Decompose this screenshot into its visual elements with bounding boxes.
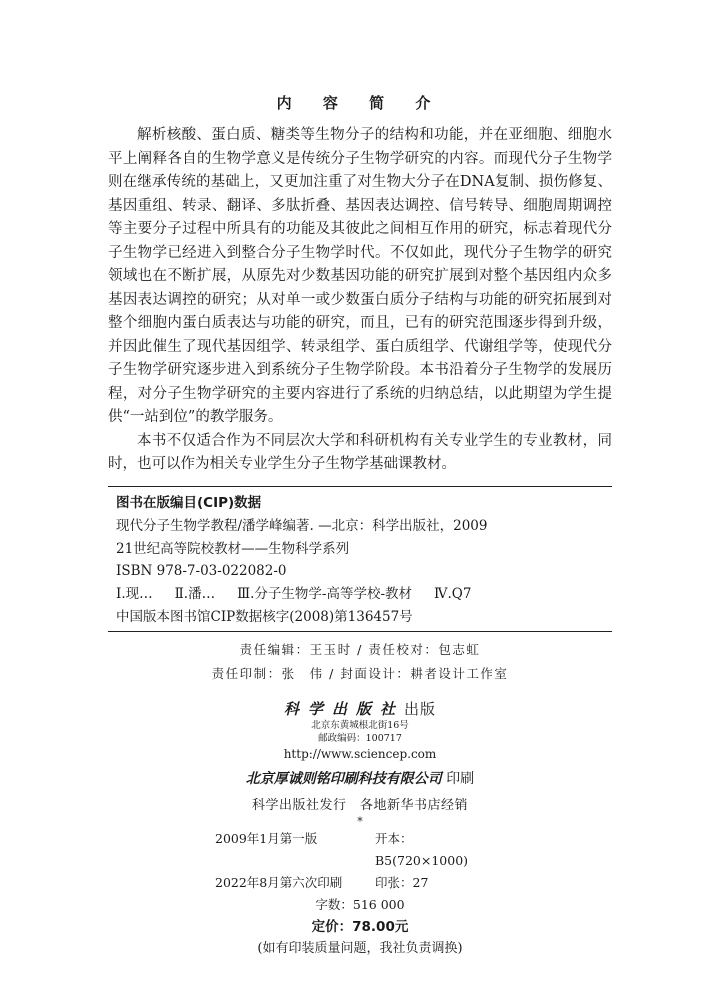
cip-series-line: 21世纪高等院校教材——生物科学系列 bbox=[116, 540, 350, 557]
cip-data-block bbox=[116, 492, 612, 629]
intro-paragraph-2: 本书不仅适合作为不同层次大学和科研机构有关专业学生的专业教材，同时，也可以作为相关专业学生分子生物学基础课教材。 bbox=[108, 432, 612, 472]
cip-record-number: 中国版本图书馆CIP数据核字(2008)第136457号 bbox=[116, 608, 413, 625]
cip-isbn: ISBN 978-7-03-022082-0 bbox=[116, 563, 287, 580]
printer-suffix: 印刷 bbox=[446, 771, 475, 787]
introduction-text bbox=[108, 124, 612, 477]
cip-top-rule bbox=[108, 486, 612, 487]
price: 定价：78.00元 bbox=[311, 919, 409, 935]
cip-class-1: Ⅰ.现… bbox=[116, 586, 153, 603]
publisher-block bbox=[0, 698, 720, 960]
edition-row-2 bbox=[0, 872, 720, 894]
publisher-name-suffix: 出版 bbox=[404, 700, 437, 718]
cip-heading: 图书在版编目(CIP)数据 bbox=[116, 495, 262, 511]
publisher-url: http://www.sciencep.com bbox=[283, 747, 437, 761]
separator-asterisk: * bbox=[357, 815, 363, 828]
editor-credits bbox=[0, 638, 720, 686]
publisher-name-calligraphy: 科学出版社 bbox=[283, 700, 404, 718]
cip-class-2: Ⅱ.潘… bbox=[174, 586, 216, 603]
printed-sheets: 印张：27 bbox=[375, 875, 429, 890]
edition-row-1 bbox=[0, 828, 720, 872]
first-edition: 2009年1月第一版 bbox=[215, 831, 318, 846]
cip-classification bbox=[116, 583, 612, 606]
publisher-postcode: 邮政编码：100717 bbox=[318, 733, 402, 744]
printing-number: 2022年8月第六次印刷 bbox=[215, 875, 343, 890]
page-title: 内 容 简 介 bbox=[276, 94, 444, 112]
format-size: 开本：B5(720×1000) bbox=[375, 831, 469, 868]
word-count: 字数：516 000 bbox=[315, 897, 405, 912]
printer-line bbox=[0, 768, 720, 788]
cip-class-3: Ⅲ.分子生物学-高等学校-教材 bbox=[237, 586, 413, 603]
publisher-address: 北京东黄城根北街16号 bbox=[311, 720, 409, 731]
credits-line-2: 责任印制：张 伟 / 封面设计：耕者设计工作室 bbox=[211, 666, 509, 681]
printer-name: 北京厚诚则铭印刷科技有限公司 bbox=[245, 771, 442, 787]
credits-line-1: 责任编辑：王玉时 / 责任校对：包志虹 bbox=[239, 642, 481, 657]
cip-class-4: Ⅳ.Q7 bbox=[434, 586, 472, 603]
cip-bottom-rule bbox=[108, 631, 612, 632]
quality-note: (如有印装质量问题，我社负责调换) bbox=[257, 941, 463, 956]
cip-title-line: 现代分子生物学教程/潘学峰编著. —北京：科学出版社，2009 bbox=[116, 517, 488, 534]
distribution-line: 科学出版社发行 各地新华书店经销 bbox=[251, 798, 468, 813]
intro-paragraph-1: 解析核酸、蛋白质、糖类等生物分子的结构和功能，并在亚细胞、细胞水平上阐释各自的生物学意义是传统分子生物学研究的内容。而现代分子生物学则在继承传统的基础上，又更加注重了对生物大分子在DNA复制、损伤修复、基因重组、转录、翻译、多肽折叠、基因表达调控、信号转导、细胞周期调控等主要分子过程中所具有的功能及其彼此之间相互作用的研究，标志着现代分子生物学已经进入到整合分子生物学时代。不仅如此，现代分子生物学的研究领域也在不断扩展，从原先对少数基因功能的研究扩展到对整个基因组内众多基因表达调控的研究；从对单一或少数蛋白质分子结构与功能的研究拓展到对整个细胞内蛋白质表达与功能的研究，而且，已有的研究范围逐步得到升级，并因此催生了现代基因组学、转录组学、蛋白质组学、代谢组学等，使现代分子生物学研究逐步进入到系统分子生物学阶段。本书沿着分子生物学的发展历程，对分子生物学研究的主要内容进行了系统的归纳总结，以此期望为学生提供“一站到位”的教学服务。 bbox=[108, 127, 612, 425]
publisher-name bbox=[0, 698, 720, 719]
